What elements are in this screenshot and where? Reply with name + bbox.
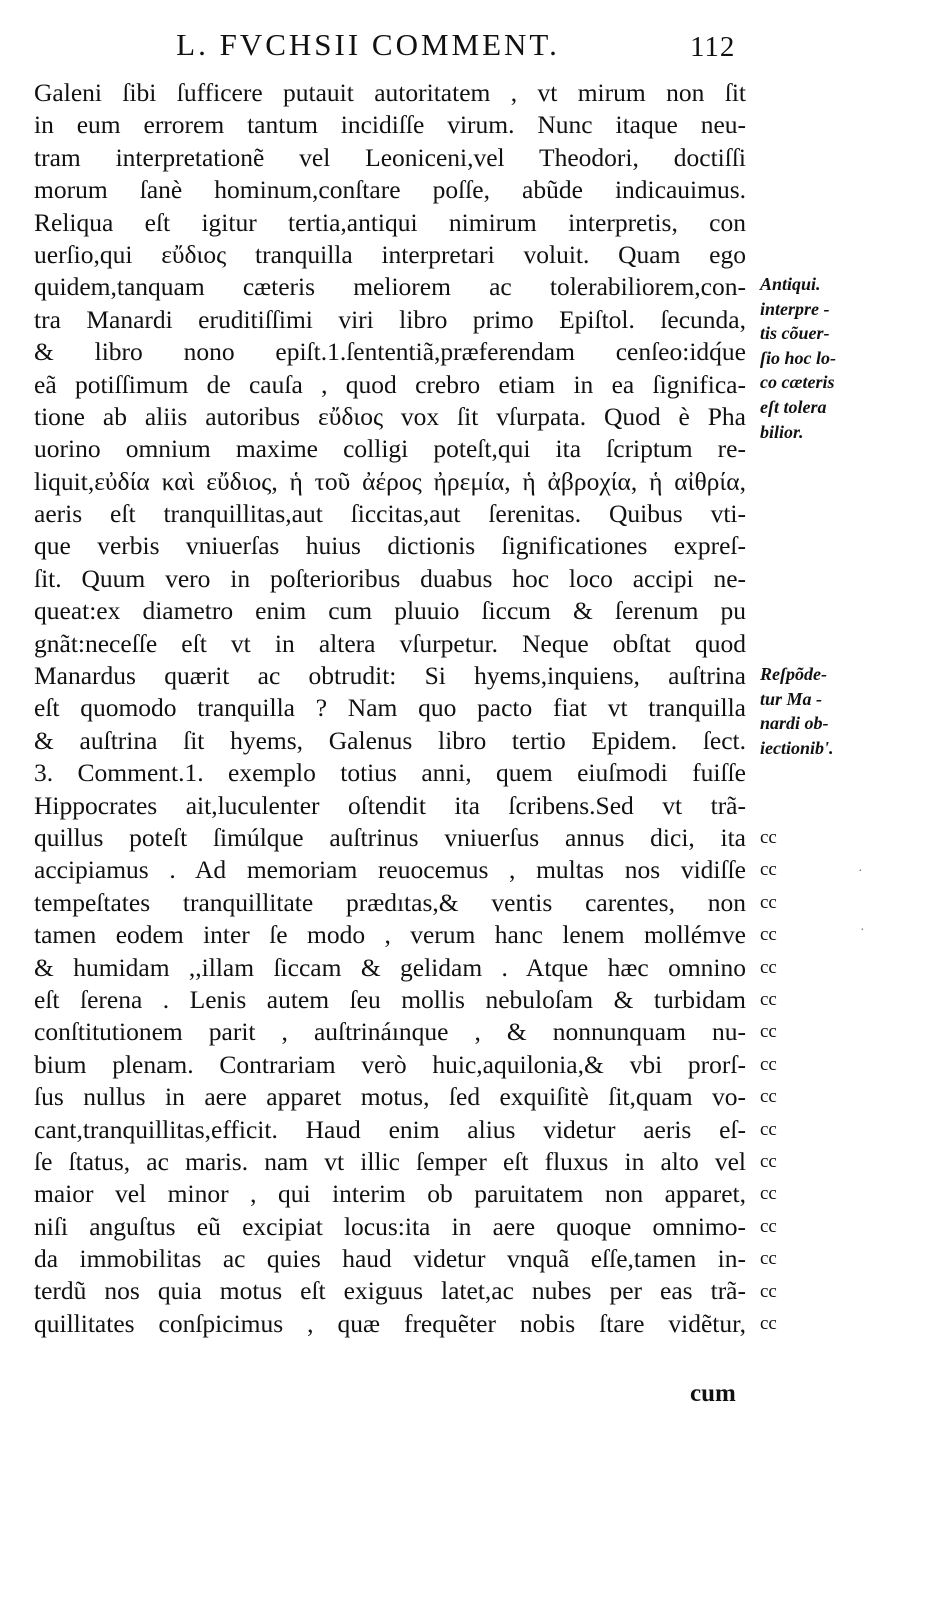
marginal-note-line: iectionib'. — [760, 737, 834, 758]
marginal-note-line: tis cõuer- — [760, 323, 830, 344]
marginal-note-respondetur — [760, 662, 880, 760]
text-line: in eum errorem tantum incidiſſe virum. Nunc itaque neu- — [34, 110, 746, 140]
text-line: liquit,εὐδία καὶ εὔδιος, ἡ τοῦ ἀέρος ἠρεμία, ἡ ἀβροχία, ἡ αἰθρία, — [34, 466, 746, 496]
text-line: maior vel minor , qui interim ob paruitatem non apparet, — [34, 1179, 746, 1209]
text-line: quidem,tanquam cæteris meliorem ac tolerabiliorem,con- — [34, 272, 746, 302]
marginal-note-line: interpre - — [760, 298, 830, 319]
ink-speck: · — [860, 923, 865, 938]
quotation-mark: cc — [760, 1183, 777, 1205]
text-line: tione ab aliis autoribus εὔδιος vox ſit vſurpata. Quod è Pha — [34, 401, 746, 431]
text-line: ſe ſtatus, ac maris. nam vt illic ſemper eſt fluxus in alto vel — [34, 1146, 746, 1176]
text-line: que verbis vniuerſas huius dictionis ſignificationes expreſ- — [34, 531, 746, 561]
quotation-mark: cc — [760, 827, 777, 848]
text-line: tempeſtates tranquillitate prædıtas,& ventis carentes, non — [34, 887, 746, 917]
text-line: tamen eodem inter ſe modo , verum hanc lenem mollémve — [34, 920, 746, 950]
text-line: aeris eſt tranquillitas,aut ſiccitas,aut ſerenitas. Quibus vti- — [34, 499, 746, 529]
text-line: quillitates conſpicimus , quæ frequẽter nobis ſtare vidẽtur, — [34, 1308, 746, 1338]
text-line: eã potiſſimum de cauſa , quod crebro etiam in ea ſignifica- — [34, 369, 746, 399]
quotation-mark: cc — [760, 956, 777, 978]
quotation-mark: cc — [760, 1248, 777, 1270]
marginal-note-line: nardi ob- — [760, 713, 829, 734]
marginal-note-line: Antiqui. — [760, 274, 821, 294]
text-line: Hippocrates ait,luculenter oſtendit ita ſcribens.Sed vt trã- — [34, 790, 746, 820]
text-line: & libro nono epiſt.1.ſententiã,præferendam cenſeo:idq́ue — [34, 337, 746, 367]
text-line: tram interpretationẽ vel Leoniceni,vel Theodori, doctiſſi — [34, 142, 746, 172]
marginal-note-line: eſt tolera — [760, 396, 827, 417]
quotation-mark: cc — [760, 924, 777, 946]
text-line: morum ſanè hominum,conſtare poſſe, abũde indicauimus. — [34, 175, 746, 205]
text-line: uorino omnium maxime colligi poteſt,qui ita ſcriptum re- — [34, 434, 746, 464]
text-line: da immobilitas ac quies haud videtur vnquã eſſe,tamen in- — [34, 1244, 746, 1274]
text-line: Manardus quærit ac obtrudit: Si hyems,inquiens, auſtrina — [34, 661, 746, 691]
marginal-note-line: Reſpõde- — [760, 664, 827, 684]
quotation-mark: cc — [760, 1280, 777, 1302]
page-number: 112 — [690, 31, 736, 63]
quotation-mark: cc — [760, 1151, 777, 1173]
text-line: 3. Comment.1. exemplo totius anni, quem eiuſmodi fuiſſe — [34, 758, 746, 788]
text-line: eſt ſerena . Lenis autem ſeu mollis nebuloſam & turbidam — [34, 984, 746, 1014]
text-line: quillus poteſt ſimúlque auſtrinus vniuerſus annus dici, ita — [34, 822, 746, 852]
marginal-note-line: tur Ma - — [760, 688, 823, 709]
ink-speck: · — [858, 864, 863, 879]
quotation-mark: cc — [760, 1118, 777, 1140]
marginal-note-line: co cæteris — [760, 372, 835, 393]
text-line: ſit. Quum vero in poſterioribus duabus hoc loco accipi ne- — [34, 563, 746, 593]
text-line: uerſio,qui εὔδιος tranquilla interpretari voluit. Quam ego — [34, 239, 746, 269]
text-line: Reliqua eſt igitur tertia,antiqui nimirum interpretis, con — [34, 207, 746, 237]
marginal-note-antiqui — [760, 272, 880, 444]
text-line: & humidam ,,illam ſiccam & gelidam . Atque hæc omnino — [34, 952, 746, 982]
main-text-block — [34, 77, 746, 1340]
text-line: conſtitutionem parit , auſtrináınque , & nonnunquam nu- — [34, 1017, 746, 1047]
text-line: Galeni ſibi ſufficere putauit autoritatem , vt mirum non ſit — [34, 78, 746, 107]
quotation-mark: cc — [760, 891, 777, 913]
quotation-mark: cc — [760, 1021, 777, 1043]
quotation-marks-column — [760, 822, 777, 1341]
text-line: terdũ nos quia motus eſt exiguus latet,ac nubes per eas trã- — [34, 1276, 746, 1306]
quotation-mark: cc — [760, 859, 777, 881]
text-line: bium plenam. Contrariam verò huic,aquilonia,& vbi prorſ- — [34, 1049, 746, 1079]
text-line: eſt quomodo tranquilla ? Nam quo pacto fiat vt tranquilla — [34, 693, 746, 723]
text-line: tra Manardi eruditiſſimi viri libro primo Epiſtol. ſecunda, — [34, 304, 746, 334]
text-line: accipiamus . Ad memoriam reuocemus , multas nos vidiſſe — [34, 855, 746, 885]
marginal-note-line: ſio hoc lo- — [760, 347, 836, 368]
text-line: gnãt:neceſſe eſt vt in altera vſurpetur. Neque obſtat quod — [34, 628, 746, 658]
text-line: ſus nullus in aere apparet motus, ſed exquiſitè ſit,quam vo- — [34, 1082, 746, 1112]
running-title: L. FVCHSII COMMENT. — [176, 27, 560, 62]
quotation-mark: cc — [760, 989, 777, 1011]
text-line: & auſtrina ſit hyems, Galenus libro tertio Epidem. ſect. — [34, 725, 746, 755]
text-line: cant,tranquillitas,efficit. Haud enim alius videtur aeris eſ- — [34, 1114, 746, 1144]
quotation-mark: cc — [760, 1053, 777, 1075]
catchword: cum — [690, 1380, 736, 1407]
quotation-mark: cc — [760, 1215, 777, 1237]
marginal-note-line: bilior. — [760, 421, 804, 442]
text-line: niſi anguſtus eũ excipiat locus:ita in aere quoque omnimo- — [34, 1211, 746, 1241]
text-line: queat:ex diametro enim cum pluuio ſiccum & ſerenum pu — [34, 596, 746, 626]
quotation-mark: cc — [760, 1313, 777, 1335]
quotation-mark: cc — [760, 1086, 777, 1108]
